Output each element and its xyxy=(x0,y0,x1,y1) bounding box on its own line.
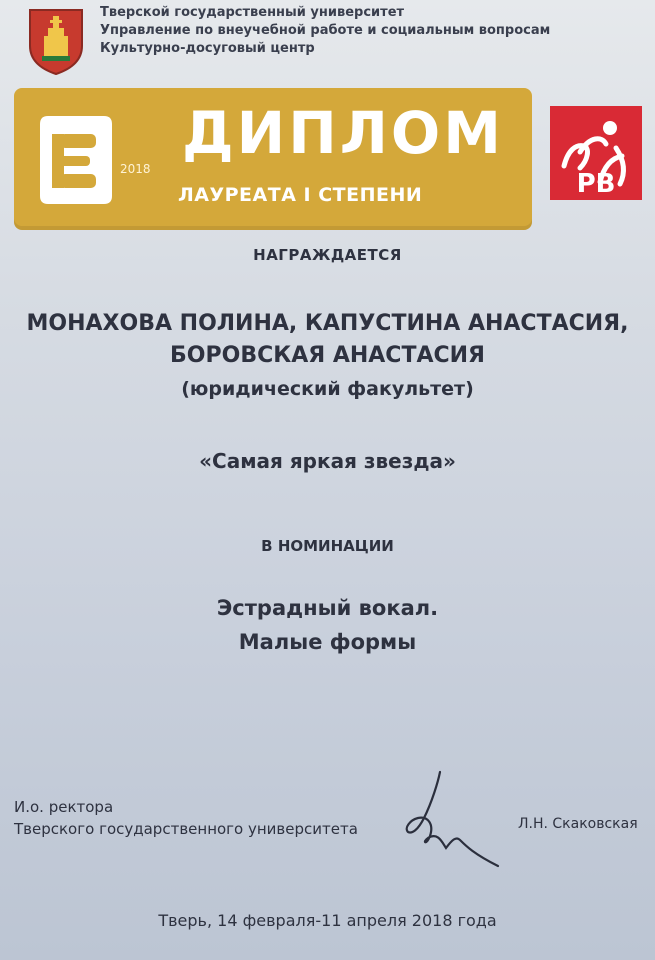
signer-title-line2: Тверского государственного университета xyxy=(14,820,358,838)
rfv-logo-text: РВ xyxy=(576,169,616,199)
banner-year: 2018 xyxy=(120,162,151,176)
nomination-line2: Малые формы xyxy=(238,630,417,654)
handwritten-signature-icon xyxy=(394,762,504,874)
faculty: (юридический факультет) xyxy=(181,378,474,400)
e-letter-logo-icon xyxy=(30,112,116,208)
laureate-degree: ЛАУРЕАТА I СТЕПЕНИ xyxy=(178,184,423,206)
coat-of-arms-icon xyxy=(26,6,86,76)
signer-name: Л.Н. Скаковская xyxy=(518,816,638,832)
nomination-label: В НОМИНАЦИИ xyxy=(261,537,394,555)
contest-name: «Самая яркая звезда» xyxy=(199,449,456,473)
header-line-center: Культурно-досуговый центр xyxy=(100,41,315,56)
signer-title xyxy=(14,796,358,840)
nomination xyxy=(0,591,655,659)
signer-title-line1: И.о. ректора xyxy=(14,798,114,816)
rfv-logo-icon xyxy=(550,106,642,200)
header-line-department: Управление по внеучебной работе и социальным вопросам xyxy=(100,23,551,38)
awarded-label: НАГРАЖДАЕТСЯ xyxy=(253,246,402,264)
laureate-names xyxy=(0,308,655,372)
diploma-title: ДИПЛОМ xyxy=(182,99,504,167)
organization-header xyxy=(100,4,550,58)
header-line-university: Тверской государственный университет xyxy=(100,5,405,20)
laureate-names-line1: МОНАХОВА ПОЛИНА, КАПУСТИНА АНАСТАСИЯ, xyxy=(26,311,629,336)
laureate-names-line2: БОРОВСКАЯ АНАСТАСИЯ xyxy=(170,343,485,368)
nomination-line1: Эстрадный вокал. xyxy=(216,596,439,620)
place-and-date: Тверь, 14 февраля-11 апреля 2018 года xyxy=(158,911,497,930)
